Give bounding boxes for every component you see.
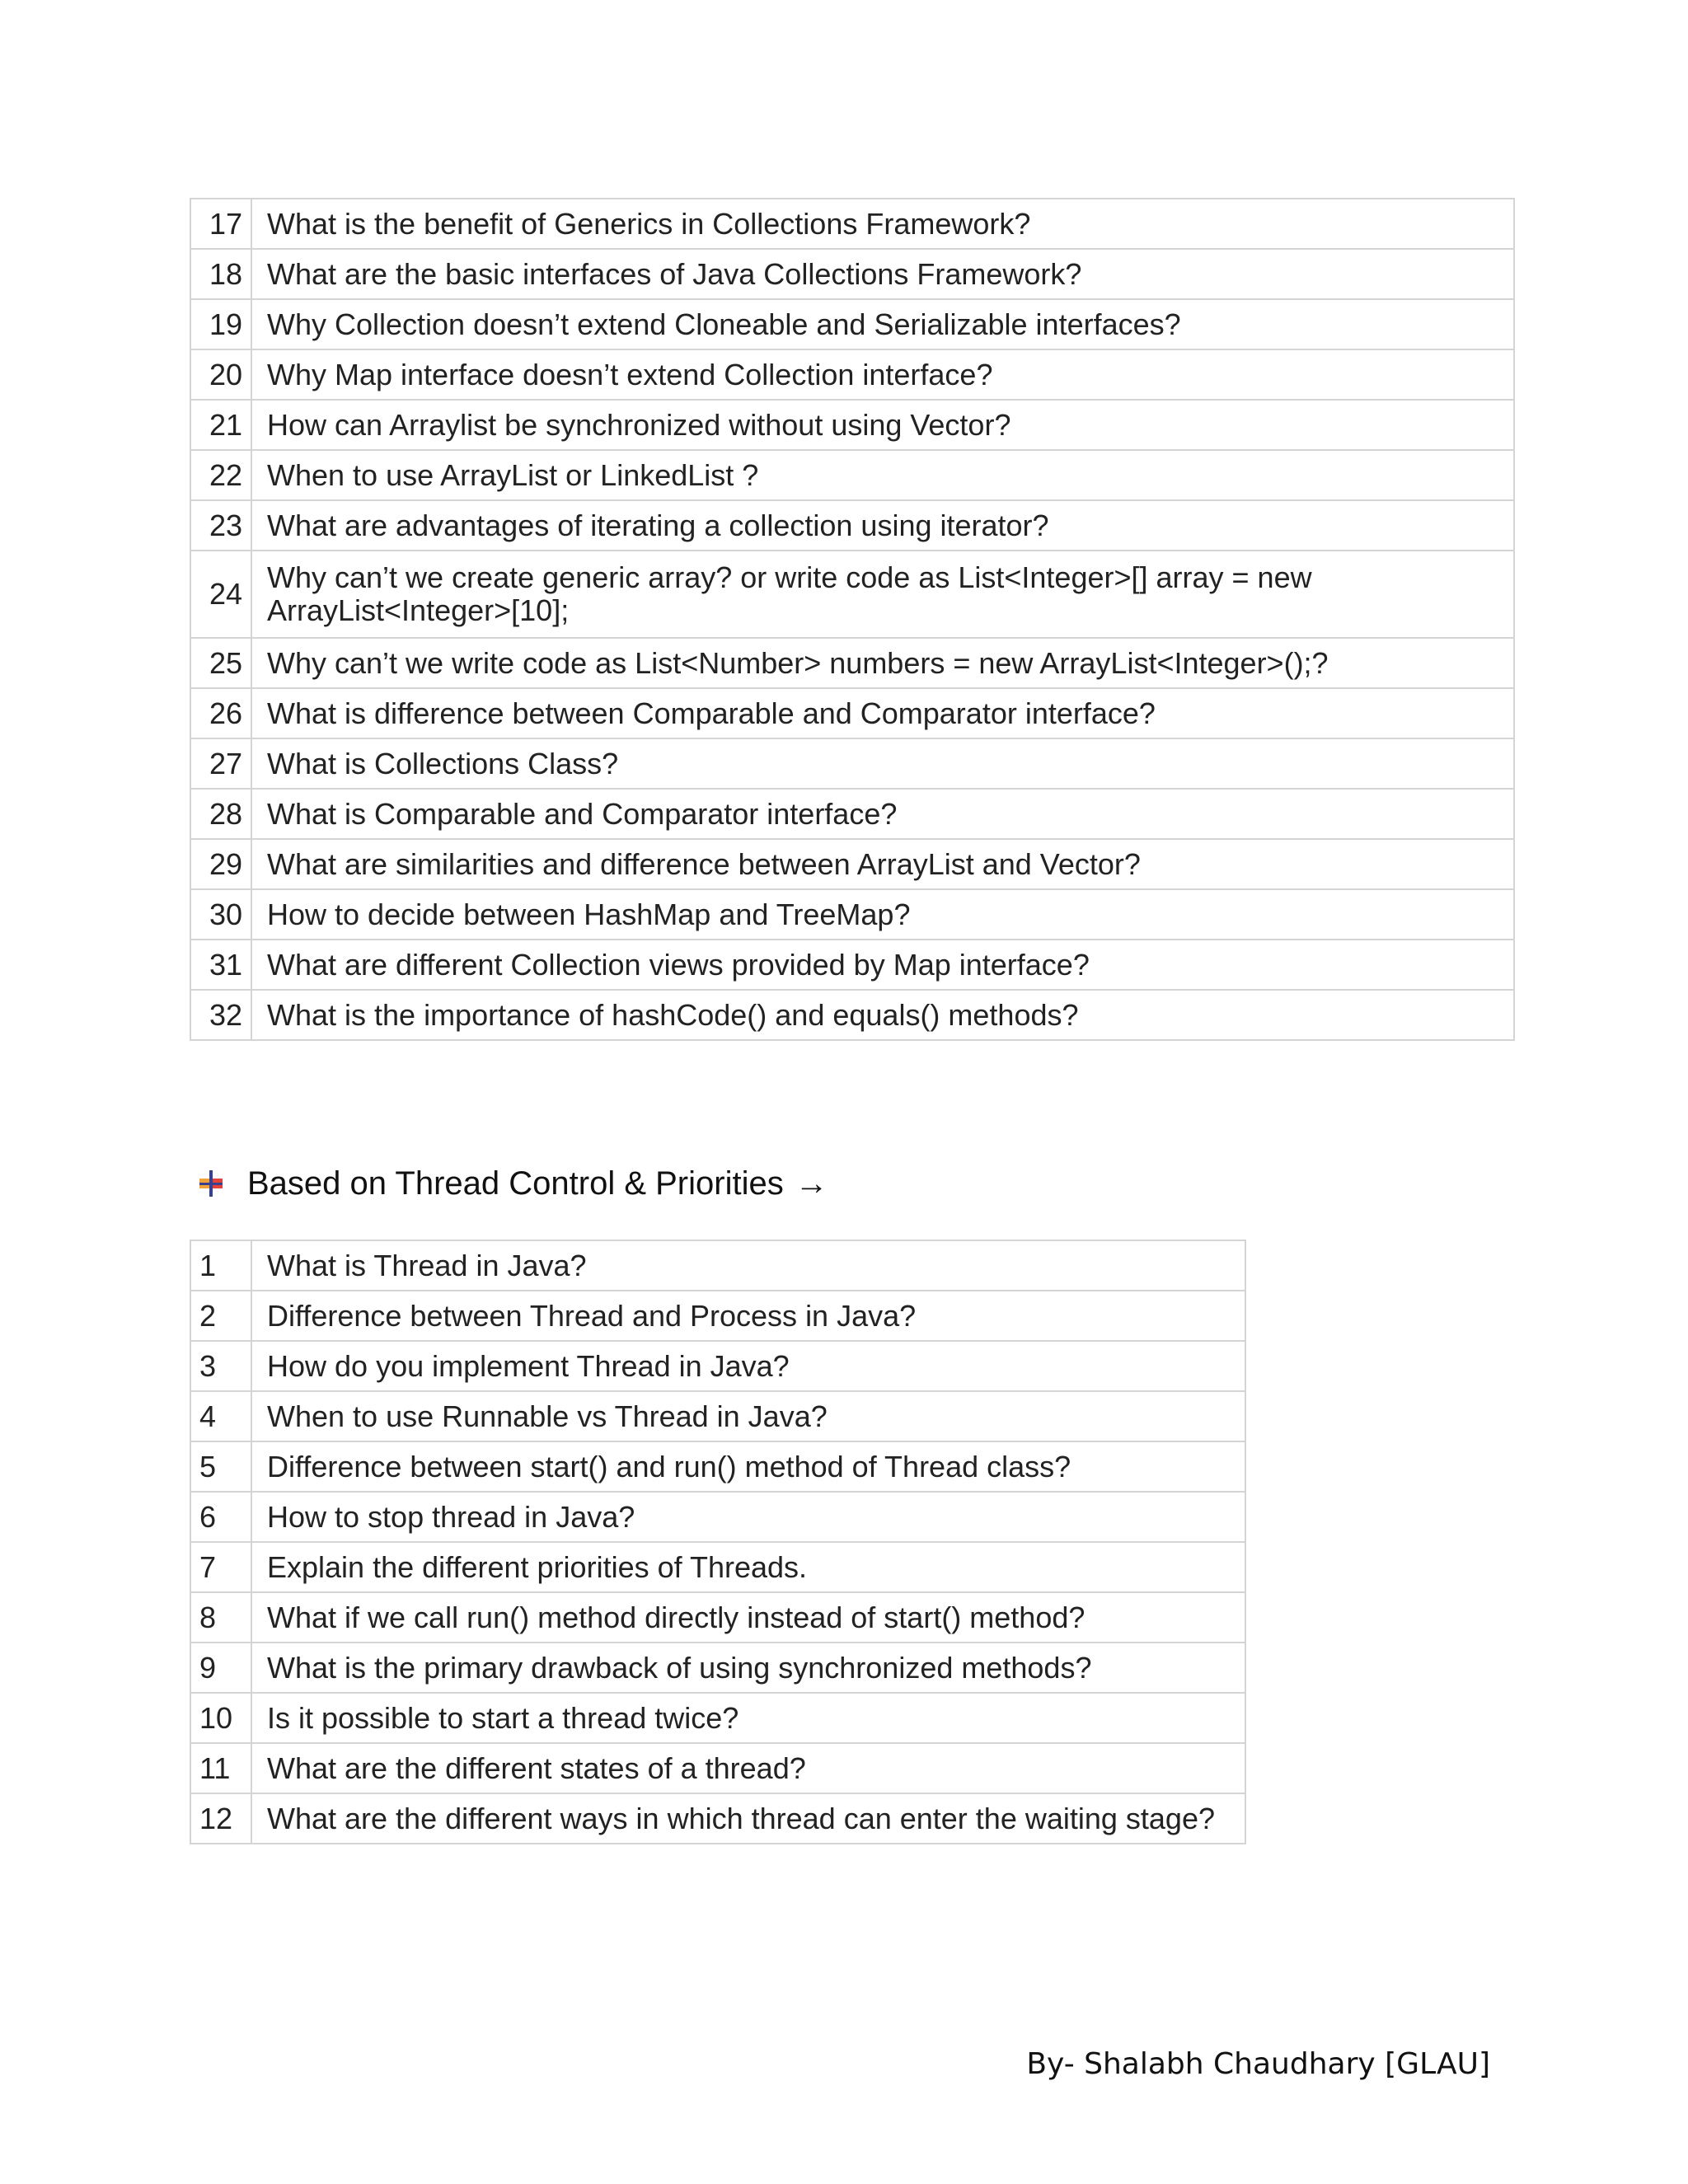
table-row <box>190 400 1514 450</box>
table-row <box>190 1743 1245 1793</box>
question-text: What are similarities and difference between ArrayList and Vector? <box>251 839 1514 889</box>
table-row <box>190 1291 1245 1341</box>
thread-questions-table <box>190 1240 1246 1844</box>
question-text: When to use ArrayList or LinkedList ? <box>251 450 1514 500</box>
table-row <box>190 1542 1245 1592</box>
table-row <box>190 551 1514 638</box>
table-row <box>190 688 1514 738</box>
question-number: 9 <box>190 1643 251 1693</box>
table-row <box>190 990 1514 1040</box>
question-text: What is Comparable and Comparator interface? <box>251 789 1514 839</box>
table-row <box>190 299 1514 349</box>
question-text: Why can’t we create generic array? or write code as List<Integer>[] array = new ArrayList<Integer>[10]; <box>251 551 1514 638</box>
question-text: How to decide between HashMap and TreeMap? <box>251 889 1514 940</box>
table-row <box>190 1643 1245 1693</box>
question-text: What is the importance of hashCode() and equals() methods? <box>251 990 1514 1040</box>
question-text: How to stop thread in Java? <box>251 1492 1245 1542</box>
question-text: What is the primary drawback of using synchronized methods? <box>251 1643 1245 1693</box>
table-row <box>190 738 1514 789</box>
question-text: What is Thread in Java? <box>251 1240 1245 1291</box>
question-text: What are the different states of a thread? <box>251 1743 1245 1793</box>
right-arrow-icon: → <box>795 1165 828 1202</box>
question-text: What are advantages of iterating a collection using iterator? <box>251 500 1514 551</box>
question-number: 22 <box>190 450 251 500</box>
question-number: 27 <box>190 738 251 789</box>
question-text: What are the different ways in which thread can enter the waiting stage? <box>251 1793 1245 1844</box>
question-text: When to use Runnable vs Thread in Java? <box>251 1391 1245 1441</box>
section-heading-text: Based on Thread Control & Priorities <box>247 1165 784 1202</box>
table-row <box>190 1492 1245 1542</box>
question-number: 26 <box>190 688 251 738</box>
question-text: Why Collection doesn’t extend Cloneable and Serializable interfaces? <box>251 299 1514 349</box>
question-number: 29 <box>190 839 251 889</box>
author-footer: By- Shalabh Chaudhary [GLAU] <box>1026 2047 1490 2081</box>
table-row <box>190 199 1514 249</box>
question-text: What are different Collection views provided by Map interface? <box>251 940 1514 990</box>
question-number: 12 <box>190 1793 251 1844</box>
question-number: 5 <box>190 1441 251 1492</box>
question-text: What are the basic interfaces of Java Collections Framework? <box>251 249 1514 299</box>
question-number: 32 <box>190 990 251 1040</box>
question-text: Difference between start() and run() method of Thread class? <box>251 1441 1245 1492</box>
table-row <box>190 1592 1245 1643</box>
question-text: Difference between Thread and Process in Java? <box>251 1291 1245 1341</box>
question-text: What is difference between Comparable and Comparator interface? <box>251 688 1514 738</box>
table-row <box>190 638 1514 688</box>
question-number: 25 <box>190 638 251 688</box>
question-text: What if we call run() method directly instead of start() method? <box>251 1592 1245 1643</box>
question-number: 11 <box>190 1743 251 1793</box>
question-number: 7 <box>190 1542 251 1592</box>
question-text: Why can’t we write code as List<Number> numbers = new ArrayList<Integer>();? <box>251 638 1514 688</box>
table-row <box>190 1693 1245 1743</box>
table-row <box>190 789 1514 839</box>
table-row <box>190 1441 1245 1492</box>
question-number: 28 <box>190 789 251 839</box>
question-number: 6 <box>190 1492 251 1542</box>
table-row <box>190 349 1514 400</box>
table-row <box>190 1240 1245 1291</box>
question-number: 17 <box>190 199 251 249</box>
section-heading <box>196 1160 828 1207</box>
table-row <box>190 940 1514 990</box>
question-number: 4 <box>190 1391 251 1441</box>
question-number: 24 <box>190 551 251 638</box>
question-number: 1 <box>190 1240 251 1291</box>
bullet-icon <box>196 1169 226 1198</box>
question-number: 30 <box>190 889 251 940</box>
table-row <box>190 450 1514 500</box>
question-text: How do you implement Thread in Java? <box>251 1341 1245 1391</box>
table-row <box>190 1793 1245 1844</box>
question-number: 31 <box>190 940 251 990</box>
question-number: 19 <box>190 299 251 349</box>
table-row <box>190 1341 1245 1391</box>
question-text: What is Collections Class? <box>251 738 1514 789</box>
question-number: 3 <box>190 1341 251 1391</box>
question-number: 20 <box>190 349 251 400</box>
question-text: Is it possible to start a thread twice? <box>251 1693 1245 1743</box>
question-number: 23 <box>190 500 251 551</box>
table-row <box>190 249 1514 299</box>
question-text: Why Map interface doesn’t extend Collection interface? <box>251 349 1514 400</box>
collections-questions-table <box>190 198 1515 1041</box>
question-number: 8 <box>190 1592 251 1643</box>
table-row <box>190 500 1514 551</box>
question-number: 2 <box>190 1291 251 1341</box>
question-text: Explain the different priorities of Threads. <box>251 1542 1245 1592</box>
table-row <box>190 1391 1245 1441</box>
question-number: 21 <box>190 400 251 450</box>
question-text: What is the benefit of Generics in Collections Framework? <box>251 199 1514 249</box>
question-text: How can Arraylist be synchronized without using Vector? <box>251 400 1514 450</box>
table-row <box>190 839 1514 889</box>
table-row <box>190 889 1514 940</box>
question-number: 10 <box>190 1693 251 1743</box>
question-number: 18 <box>190 249 251 299</box>
